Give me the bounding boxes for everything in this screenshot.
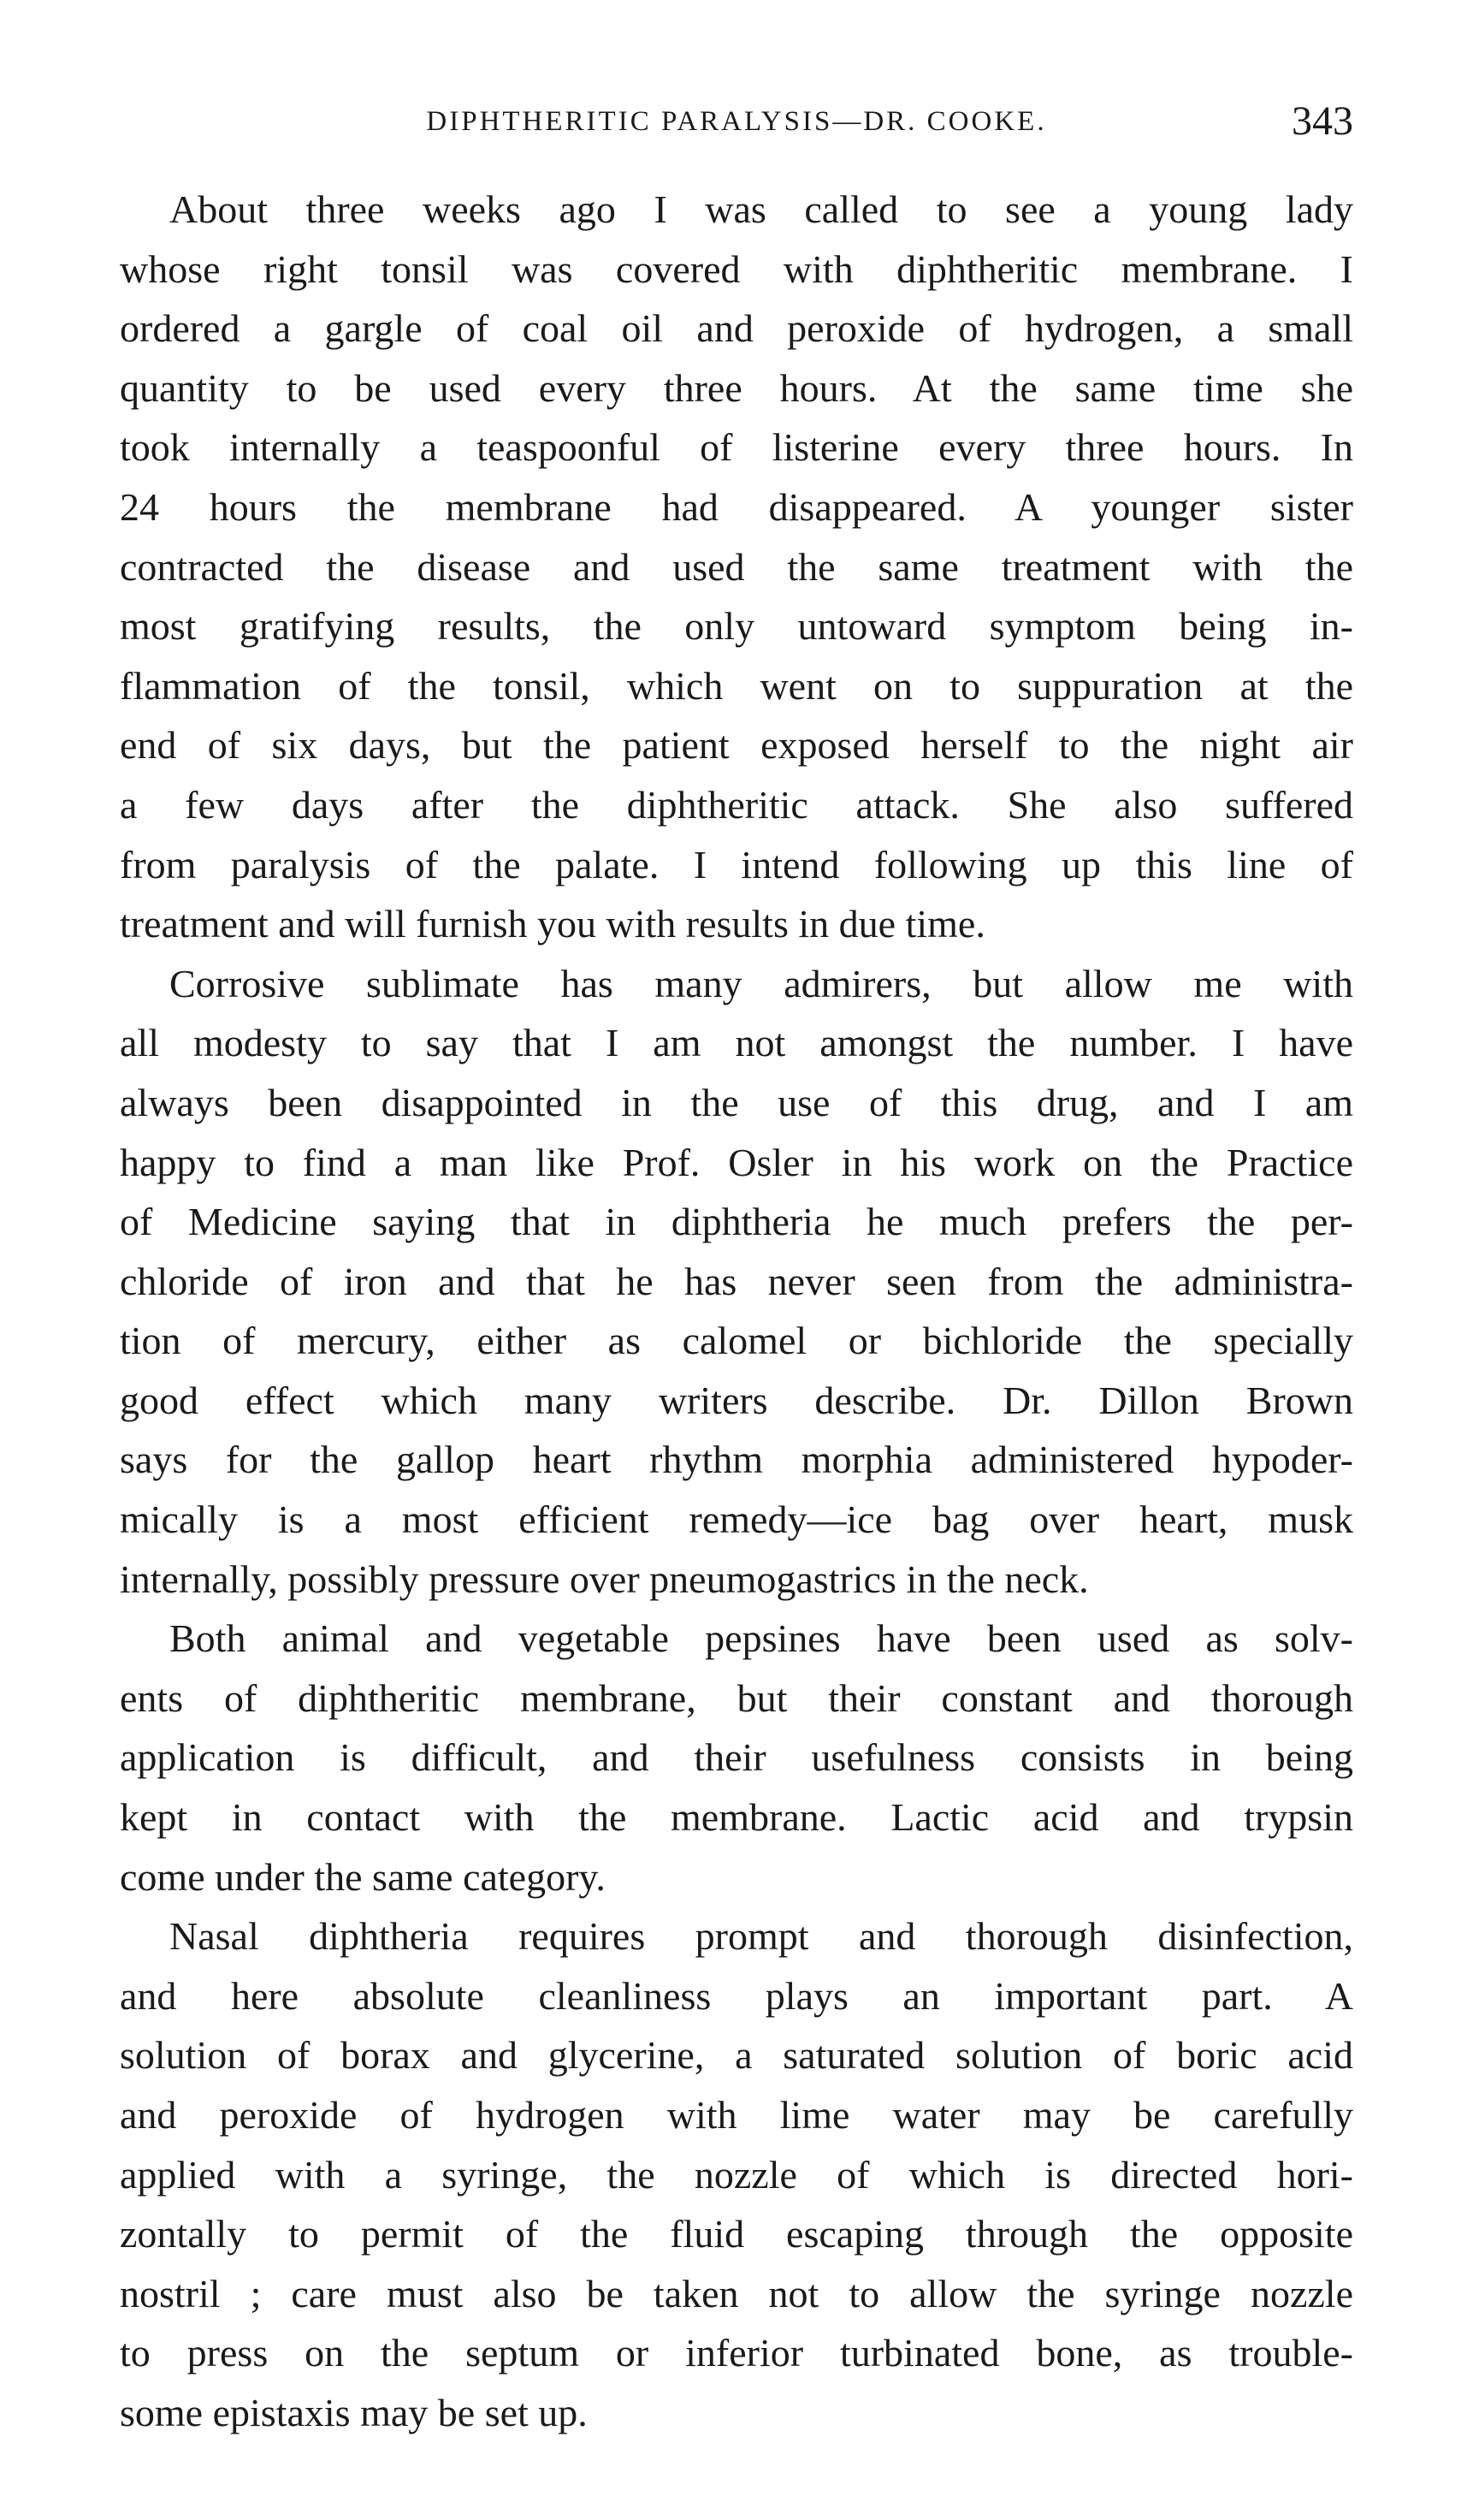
text-line: quantity to be used every three hours. At the same time she	[120, 365, 1353, 410]
page-number: 343	[1292, 98, 1353, 144]
text-line: flammation of the tonsil, which went on to suppuration at the	[120, 663, 1353, 708]
text-line: solution of borax and glycerine, a saturated solution of boric acid	[120, 2033, 1353, 2078]
text-line: most gratifying results, the only untoward symptom being in-	[120, 604, 1353, 649]
text-line: contracted the disease and used the same treatment with the	[120, 544, 1353, 589]
text-line: 24 hours the membrane had disappeared. A younger sister	[120, 484, 1353, 529]
text-line: of Medicine saying that in diphtheria he much prefers the per-	[120, 1200, 1353, 1244]
running-title: DIPHTHERITIC PARALYSIS—DR. COOKE.	[426, 106, 1047, 137]
text-line: and here absolute cleanliness plays an important part. A	[120, 1973, 1353, 2018]
text-line: end of six days, but the patient exposed herself to the night air	[120, 723, 1353, 768]
text-line: ordered a gargle of coal oil and peroxide of hydrogen, a small	[120, 306, 1353, 351]
text-line: to press on the septum or inferior turbinated bone, as trouble-	[120, 2331, 1353, 2375]
text-line: always been disappointed in the use of this drug, and I am	[120, 1080, 1353, 1124]
running-head	[120, 96, 1353, 147]
text-line: Nasal diphtheria requires prompt and thorough disinfection,	[169, 1914, 1353, 1959]
text-line: come under the same category.	[120, 1854, 606, 1899]
text-line: good effect which many writers describe. Dr. Dillon Brown	[120, 1378, 1353, 1422]
text-line: some epistaxis may be set up.	[120, 2390, 588, 2434]
text-line: kept in contact with the membrane. Lactic acid and trypsin	[120, 1795, 1353, 1840]
text-line: a few days after the diphtheritic attack. She also suffered	[120, 782, 1353, 827]
text-line: Both animal and vegetable pepsines have been used as solv-	[169, 1616, 1353, 1661]
text-line: chloride of iron and that he has never seen from the administra-	[120, 1259, 1353, 1303]
text-line: ents of diphtheritic membrane, but their constant and thorough	[120, 1675, 1353, 1720]
text-line: whose right tonsil was covered with diphtheritic membrane. I	[120, 246, 1353, 291]
text-line: nostril ; care must also be taken not to allow the syringe nozzle	[120, 2271, 1353, 2315]
text-line: zontally to permit of the fluid escaping through the opposite	[120, 2212, 1353, 2256]
body-text	[120, 180, 1353, 2443]
text-line: all modesty to say that I am not amongst the number. I have	[120, 1021, 1353, 1065]
paragraph-4	[120, 1906, 1353, 2442]
text-line: says for the gallop heart rhythm morphia administered hypoder-	[120, 1438, 1353, 1482]
paragraph-3	[120, 1609, 1353, 1906]
text-line: About three weeks ago I was called to see a young lady	[169, 187, 1353, 231]
paragraph-2	[120, 954, 1353, 1610]
text-line: from paralysis of the palate. I intend following up this line of	[120, 842, 1353, 886]
text-line: happy to find a man like Prof. Osler in his work on the Practice	[120, 1140, 1353, 1184]
text-line: treatment and will furnish you with results in due time.	[120, 902, 985, 946]
text-line: and peroxide of hydrogen with lime water may be carefully	[120, 2093, 1353, 2137]
text-line: tion of mercury, either as calomel or bichloride the specially	[120, 1319, 1353, 1363]
text-line: took internally a teaspoonful of listerine every three hours. In	[120, 425, 1353, 470]
text-line: application is difficult, and their usefulness consists in being	[120, 1735, 1353, 1780]
text-line: applied with a syringe, the nozzle of which is directed hori-	[120, 2152, 1353, 2197]
paragraph-1	[120, 180, 1353, 954]
text-line: internally, possibly pressure over pneumogastrics in the neck.	[120, 1556, 1089, 1601]
text-line: mically is a most efficient remedy—ice bag over heart, musk	[120, 1497, 1353, 1542]
text-line: Corrosive sublimate has many admirers, but allow me with	[169, 961, 1353, 1005]
